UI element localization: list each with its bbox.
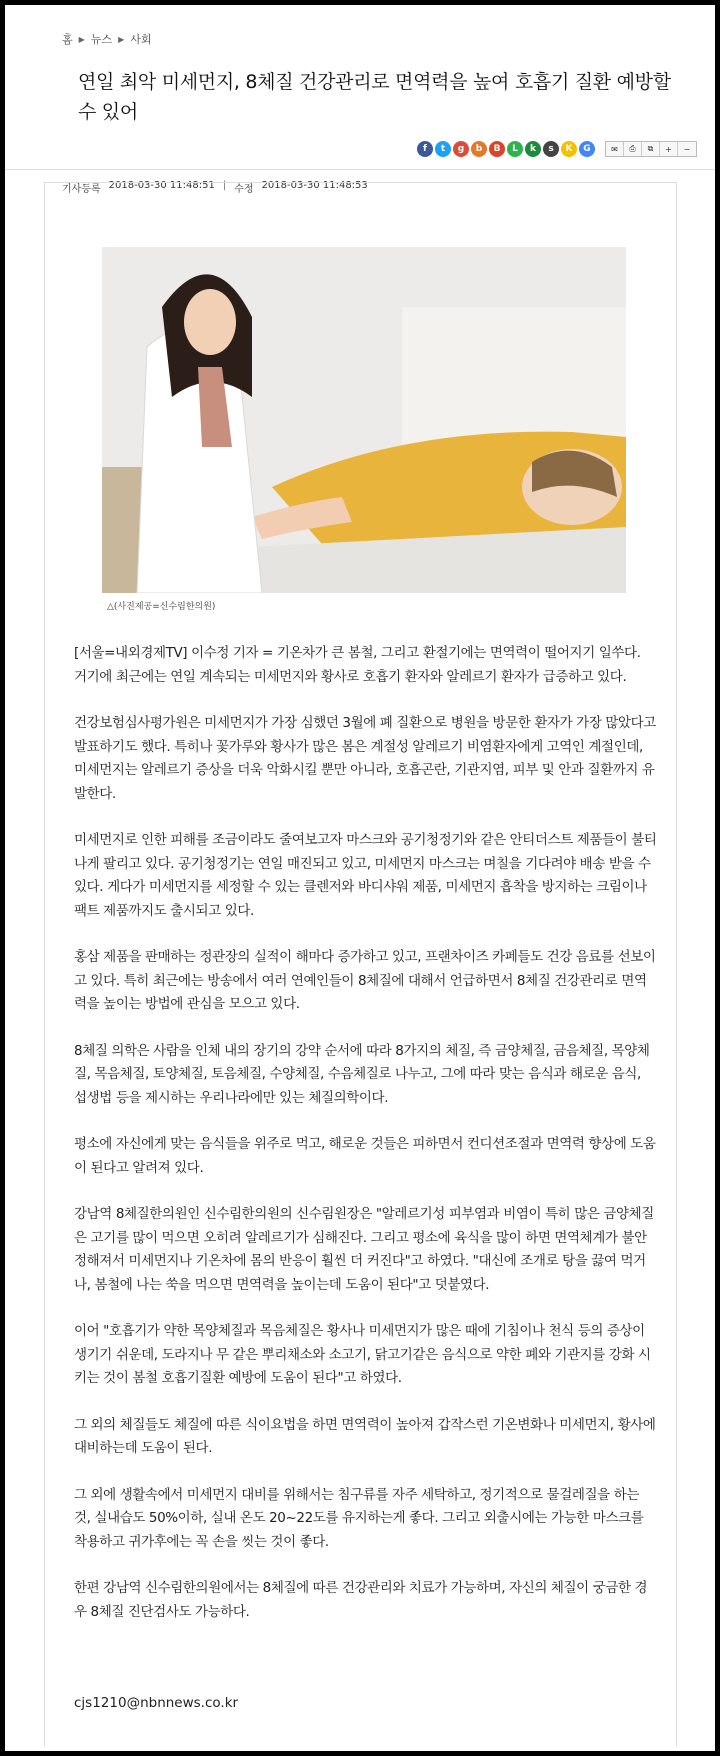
modified-date: 2018-03-30 11:48:53 (261, 180, 368, 191)
breadcrumb (62, 31, 691, 47)
article-header (5, 5, 715, 127)
photo-caption: △(사진제공=신수림한의원) (107, 602, 216, 612)
body-paragraph: [서울=내외경제TV] 이수정 기자 = 기온차가 큰 봄철, 그리고 환절기에는 면역력이 떨어지기 일쑤다. 거기에 최근에는 연일 계속되는 미세먼지와 황사로 호흡기 환자와 알레르기 환자가 급증하고 있다. (74, 645, 641, 685)
body-paragraph: 건강보험심사평가원은 미세먼지가 가장 심했던 3월에 폐 질환으로 병원을 방문한 환자가 가장 많았다고 발표하기도 했다. 특히나 꽃가루와 황사가 많은 봄은 계절성 알레르기 비염환자에게 고역인 계절인데, 미세먼지는 알레르기 증상을 더욱 악화시킬 뿐만 아니라, 호흡곤란, 기관지염, 피부 및 안과 질환까지 유발한다. (74, 715, 656, 802)
article-toolbar (5, 141, 715, 157)
font-plus-icon[interactable]: + (660, 142, 678, 156)
breadcrumb-society[interactable]: 사회 (130, 33, 152, 46)
band-icon[interactable]: B (489, 141, 505, 157)
blog-icon[interactable]: b (471, 141, 487, 157)
article-title: 연일 최악 미세먼지, 8체질 건강관리로 면역력을 높여 호흡기 질환 예방할 수 있어 (78, 71, 671, 123)
body-paragraph: 그 외의 체질들도 체질에 따른 식이요법을 하면 면역력이 높아져 갑작스런 기온변화나 미세먼지, 황사에 대비하는데 도움이 된다. (74, 1416, 656, 1456)
share-buttons (417, 141, 595, 157)
modified-label: 수정 (234, 184, 254, 195)
mail-icon[interactable]: ✉ (606, 142, 624, 156)
facebook-icon[interactable]: f (417, 141, 433, 157)
reporter-email[interactable]: cjs1210@nbnnews.co.kr (74, 1695, 239, 1711)
googleplus-icon[interactable]: g (453, 141, 469, 157)
print-icon[interactable]: ⎙ (624, 142, 642, 156)
breadcrumb-news[interactable]: 뉴스 (90, 33, 113, 46)
kakao-icon[interactable]: k (525, 141, 541, 157)
google-icon[interactable]: G (579, 141, 595, 157)
page-frame (5, 5, 715, 1751)
photo-illustration (102, 247, 626, 593)
registered-date: 2018-03-30 11:48:51 (108, 180, 215, 191)
body-paragraph: 미세먼지로 인한 피해를 조금이라도 줄여보고자 마스크와 공기청정기와 같은 안티더스트 제품들이 불티나게 팔리고 있다. 공기청정기는 연일 매진되고 있고, 미세먼지 마스크는 며칠을 기다려야 배송 받을 수 있다. 게다가 미세먼지를 세정할 수 있는 클렌저와 바디샤워 제품, 미세먼지 흡착을 방지하는 크림이나 팩트 제품까지도 출시되고 있다. (74, 832, 657, 919)
body-paragraph: 평소에 자신에게 맞는 음식들을 위주로 먹고, 해로운 것들은 피하면서 컨디션조절과 면역력 향상에 도움이 된다고 알려져 있다. (74, 1136, 656, 1176)
body-paragraph: 그 외에 생활속에서 미세먼지 대비를 위해서는 침구류를 자주 세탁하고, 정기적으로 물걸레질을 하는 것, 실내습도 50%이하, 실내 온도 20~22도를 유지하는게 좋다. 그리고 외출시에는 가능한 마스크를 착용하고 귀가후에는 꼭 손을 씻는 것이 좋다. (74, 1486, 644, 1550)
line-icon[interactable]: L (507, 141, 523, 157)
registered-label: 기사등록 (62, 184, 101, 195)
chevron-right-icon: ▶ (118, 34, 125, 44)
chevron-right-icon: ▶ (78, 34, 85, 44)
story-icon[interactable]: s (543, 141, 559, 157)
font-minus-icon[interactable]: − (678, 142, 696, 156)
body-paragraph: 8체질 의학은 사람을 인체 내의 장기의 강약 순서에 따라 8가지의 체질, 즉 금양체질, 금음체질, 목양체질, 목음체질, 토양체질, 토음체질, 수양체질, 수음체질로 나누고, 그에 따라 맞는 음식과 해로운 음식, 섭생법 등을 제시하는 우리나라에만 있는 체질의학이다. (74, 1042, 650, 1106)
copy-icon[interactable]: ⧉ (642, 142, 660, 156)
kakaostory-icon[interactable]: K (561, 141, 577, 157)
body-paragraph: 강남역 8체질한의원인 신수림한의원의 신수림원장은 "알레르기성 피부염과 비염이 특히 많은 금양체질은 고기를 많이 먹으면 오히려 알레르기가 심해진다. 그리고 평소에 육식을 많이 하면 면역체계가 불안정해져서 미세먼지나 기온차에 몸의 반응이 훨씬 더 커진다"고 하였다. "대신에 조개로 탕을 끓여 먹거나, 봄철에 나는 쑥을 먹으면 면역력을 높이는데 도움이 된다"고 덧붙였다. (74, 1206, 654, 1293)
article-tools (605, 141, 697, 157)
meta-separator: | (222, 180, 227, 191)
body-paragraph: 이어 "호흡기가 약한 목양체질과 목음체질은 황사나 미세먼지가 많은 때에 기침이나 천식 등의 증상이 생기기 쉬운데, 도라지나 무 같은 뿌리채소와 소고기, 닭고기같은 음식으로 약한 폐와 기관지를 강화 시키는 것이 봄철 호흡기질환 예방에 도움이 된다"고 하였다. (74, 1323, 651, 1386)
article-photo (102, 247, 626, 593)
body-paragraph: 한편 강남역 신수림한의원에서는 8체질에 따른 건강관리와 치료가 가능하며, 자신의 체질이 궁금한 경우 8체질 진단검사도 가능하다. (74, 1580, 648, 1620)
body-paragraph: 홍삼 제품을 판매하는 정관장의 실적이 해마다 증가하고 있고, 프랜차이즈 카페들도 건강 음료를 선보이고 있다. 특히 최근에는 방송에서 여러 연예인들이 8체질에 대해서 언급하면서 8체질 건강관리로 면역력을 높이는 방법에 관심을 모으고 있다. (74, 949, 656, 1012)
breadcrumb-home[interactable]: 홈 (62, 33, 73, 46)
article-body (74, 642, 657, 1647)
twitter-icon[interactable]: t (435, 141, 451, 157)
